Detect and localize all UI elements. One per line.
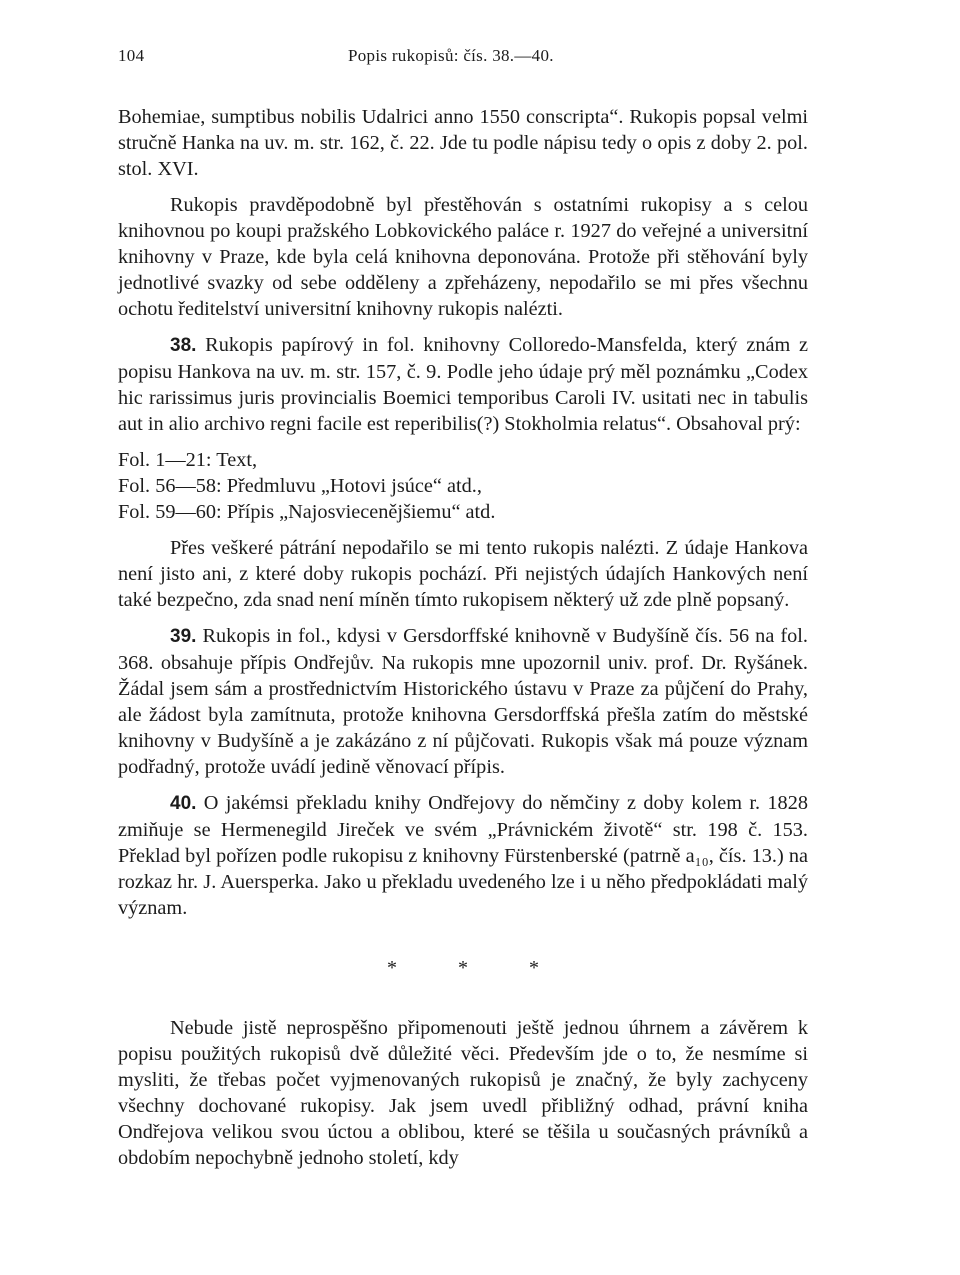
closing-paragraph: Nebude jistě neprospěšno připomenouti ještě jednou úhrnem a závěrem k popisu použitých rukopisů dvě důležité věci. Především jde o to, že nesmíme si mysliti, že třebas počet vyjmenovaných rukopisů je značný, že byly zachyceny všechny dochované rukopisy. Jak jsem uvedl přibližný odhad, právní kniha Ondřejova velikou svou úctou a oblibou, které se těšila u současných právníků a obdobím nepochybně jednoho století, kdy <box>118 1017 808 1169</box>
running-title: Popis rukopisů: čís. 38.—40. <box>348 46 554 65</box>
folio-item: Fol. 1—21: Text, <box>118 449 258 471</box>
folio-item: Fol. 56—58: Předmluvu „Hotovi jsúce“ atd., <box>118 475 482 497</box>
entry-39 <box>118 623 808 780</box>
section-separator: * * * <box>387 957 567 979</box>
running-head <box>118 38 808 68</box>
entry-40-number: 40. <box>170 793 197 814</box>
entry-39-text: Rukopis in fol., kdysi v Gersdorffské knihovně v Budyšíně čís. 56 na fol. 368. obsahuje přípis Ondřejův. Na rukopis mne upozornil univ. prof. Dr. Ryšánek. Žádal jsem sám a prostřednictvím Historického ústavu v Praze za půjčení do Prahy, ale žádost byla zamítnuta, protože knihovna Gersdorffská přešla zatím do městské knihovny v Budyšíně a je zakázáno z ní půjčovati. Rukopis však má pouze význam podřadný, protože uvádí jedině věnovací přípis. <box>118 625 808 778</box>
intro-paragraph: Bohemiae, sumptibus nobilis Udalrici anno 1550 conscripta“. Rukopis popsal velmi stručně Hanka na uv. m. str. 162, č. 22. Jde tu podle nápisu tedy o opis z doby 2. pol. stol. XVI. <box>118 106 808 180</box>
book-page <box>118 38 808 1181</box>
entry-39-number: 39. <box>170 626 197 647</box>
entry-40 <box>118 790 808 921</box>
paragraph-manuscript-move: Rukopis pravděpodobně byl přestěhován s ostatními rukopisy a s celou knihovnou po koupi pražského Lobkovického paláce r. 1927 do veřejné a universitní knihovny v Praze, kde byla celá knihovna deponována. Protože při stěhování byly jednotlivé svazky od sebe odděleny a zpřeházeny, nepodařilo se mi přes všechnu ochotu ředitelství universitní knihovny rukopis nalézti. <box>118 194 808 320</box>
folio-item: Fol. 59—60: Přípis „Najosviecenějšiemu“ atd. <box>118 501 496 523</box>
entry-38-number: 38. <box>170 335 197 356</box>
entry-38-followup: Přes veškeré pátrání nepodařilo se mi tento rukopis nalézti. Z údaje Hankova není jisto ani, z které doby rukopis pochází. Při nejistých údajích Hankových není také bezpečno, zda snad není míněn tímto rukopisem některý už zde plně popsaný. <box>118 537 808 611</box>
page-number: 104 <box>118 46 145 65</box>
entry-38-text: Rukopis papírový in fol. knihovny Colloredo-Mansfelda, který znám z popisu Hankova na uv. m. str. 157, č. 9. Podle jeho údaje prý měl poznámku „Codex hic rarissimus juris provincialis Boemici temporibus Caroli IV. usitati nec in tabulis aut in alio archivo regni facile est reperibilis(?) Stokholmia relatus“. Obsahoval prý: <box>118 334 808 435</box>
entry-40-text: O jakémsi překladu knihy Ondřejovy do němčiny z doby kolem r. 1828 zmiňuje se Hermenegild Jireček ve svém „Právnickém životě“ str. 198 č. 153. Překlad byl pořízen podle rukopisu z knihovny Fürstenberské (patrně a₁₀, čís. 13.) na rozkaz hr. J. Auersperka. Jako u překladu uvedeného lze i u něho předpokládati malý význam. <box>118 792 808 919</box>
entry-38 <box>118 332 808 437</box>
body-text <box>118 104 808 1171</box>
folio-list <box>118 447 808 525</box>
